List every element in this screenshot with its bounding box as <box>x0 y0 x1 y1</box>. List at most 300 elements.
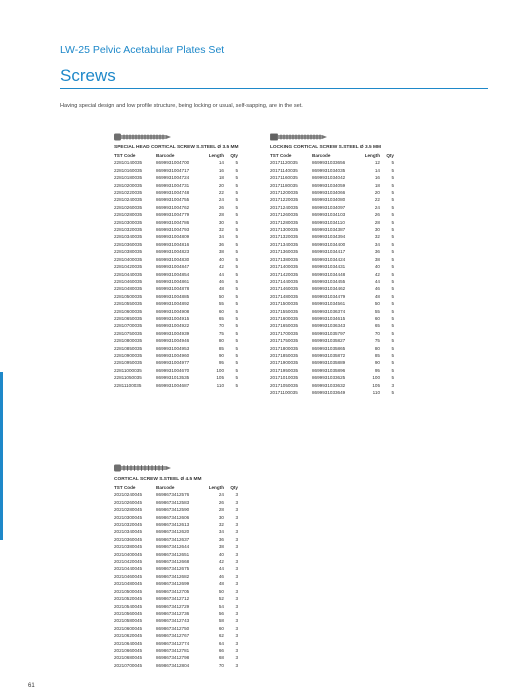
cell-length: 52 <box>218 596 224 602</box>
cell-code: 22810240035 <box>114 197 143 203</box>
cell-code: 22810600035 <box>114 308 143 314</box>
cell-length: 90 <box>218 352 224 358</box>
cell-qty: 3 <box>235 618 238 624</box>
cell-barcode: 8698673412682 <box>156 573 190 579</box>
table-row <box>270 196 396 203</box>
cell-qty: 3 <box>235 610 238 616</box>
cell-barcode: 8699931004731 <box>156 182 190 188</box>
table-row <box>114 300 240 307</box>
cell-code: 20171500035 <box>270 301 299 307</box>
cell-code: 22810400035 <box>114 256 143 262</box>
cell-code: 20171160035 <box>270 175 298 181</box>
cell-length: 30 <box>218 219 224 225</box>
cell-length: 36 <box>374 249 380 255</box>
cell-length: 30 <box>218 514 224 520</box>
table-row <box>270 308 396 315</box>
left-accent-bar <box>0 372 3 540</box>
cell-length: 46 <box>218 573 224 579</box>
cell-code: 20210280045 <box>114 507 143 513</box>
table-row <box>114 565 240 572</box>
cell-code: 20171420035 <box>270 271 299 277</box>
cell-qty: 5 <box>391 197 394 203</box>
cell-barcode: 8698673412781 <box>156 647 190 653</box>
cell-barcode: 8699931034448 <box>312 271 346 277</box>
cell-code: 22811100035 <box>114 382 142 388</box>
cell-code: 20171460035 <box>270 286 299 292</box>
cell-barcode: 8699931004915 <box>156 315 190 321</box>
cell-length: 28 <box>218 212 224 218</box>
cell-qty: 3 <box>235 566 238 572</box>
cell-length: 60 <box>374 315 380 321</box>
cell-qty: 5 <box>235 293 238 299</box>
cell-barcode: 8699931004779 <box>156 212 190 218</box>
cell-barcode: 8699931034110 <box>312 219 345 225</box>
table-row <box>114 514 240 521</box>
cell-code: 22810160035 <box>114 167 143 173</box>
cell-qty: 5 <box>391 367 394 373</box>
cell-code: 22810900035 <box>114 352 143 358</box>
table-row <box>114 278 240 285</box>
cell-length: 65 <box>218 315 224 321</box>
cell-code: 20171320035 <box>270 234 299 240</box>
table-row <box>270 330 396 337</box>
cell-length: 20 <box>218 182 224 188</box>
table-row <box>114 308 240 315</box>
table-row <box>270 271 396 278</box>
cell-length: 56 <box>218 610 224 616</box>
cell-barcode: 8699931035872 <box>312 352 346 358</box>
cell-barcode: 8699931004892 <box>156 301 190 307</box>
cell-length: 32 <box>218 522 224 528</box>
cell-qty: 5 <box>235 160 238 166</box>
cell-length: 24 <box>374 204 380 210</box>
cell-qty: 5 <box>235 175 238 181</box>
table-row <box>114 617 240 624</box>
cell-barcode: 8698673412590 <box>156 507 190 513</box>
cell-length: 14 <box>374 167 380 173</box>
cell-qty: 5 <box>391 182 394 188</box>
table-row <box>114 536 240 543</box>
cell-qty: 3 <box>235 551 238 557</box>
cell-code: 20171010035 <box>270 375 299 381</box>
cell-code: 22810220035 <box>114 190 143 196</box>
table-row <box>270 167 396 174</box>
cell-code: 22810380035 <box>114 249 143 255</box>
cell-length: 55 <box>374 308 380 314</box>
cell-code: 20210480045 <box>114 581 143 587</box>
table-row <box>270 174 396 181</box>
table-row <box>270 226 396 233</box>
table-row <box>114 293 240 300</box>
table-row <box>114 359 240 366</box>
cell-length: 36 <box>218 536 224 542</box>
cell-code: 20171950035 <box>270 367 299 373</box>
cell-length: 64 <box>218 640 224 646</box>
table-row <box>270 241 396 248</box>
cell-qty: 5 <box>235 352 238 358</box>
table-row <box>270 159 396 166</box>
cell-code: 22810440035 <box>114 271 143 277</box>
cell-length: 40 <box>374 264 380 270</box>
cell-barcode: 8698673412729 <box>156 603 190 609</box>
table-row <box>114 580 240 587</box>
table-row <box>114 337 240 344</box>
cell-length: 65 <box>374 323 380 329</box>
cell-qty: 5 <box>391 167 394 173</box>
cell-code: 20210460045 <box>114 573 143 579</box>
table-row <box>114 174 240 181</box>
cell-qty: 3 <box>235 588 238 594</box>
cell-length: 16 <box>218 167 224 173</box>
cell-code: 22810800035 <box>114 338 143 344</box>
cell-code: 20171900035 <box>270 360 299 366</box>
cell-barcode: 8699931034042 <box>312 175 346 181</box>
table-row <box>114 352 240 359</box>
cell-code: 20210300045 <box>114 514 143 520</box>
table-row <box>114 182 240 189</box>
cell-length: 24 <box>218 197 224 203</box>
cell-length: 70 <box>218 662 224 668</box>
cell-length: 26 <box>374 212 380 218</box>
cell-code: 20210640045 <box>114 640 143 646</box>
cell-barcode: 8698673412651 <box>156 551 190 557</box>
table-title: LOCKING CORTICAL SCREW S.STEEL Ø 3.5 MM <box>270 145 381 150</box>
table-row <box>270 293 396 300</box>
cell-barcode: 8699931034080 <box>312 197 346 203</box>
cell-length: 55 <box>218 301 224 307</box>
cell-barcode: 8699931034431 <box>312 264 346 270</box>
cell-code: 20210240045 <box>114 492 143 498</box>
table-row <box>270 374 396 381</box>
cell-barcode: 8698673412644 <box>156 544 190 550</box>
cell-code: 20171700035 <box>270 330 299 336</box>
cell-qty: 5 <box>391 204 394 210</box>
cell-qty: 3 <box>235 507 238 513</box>
column-header-code: TST Code <box>114 153 136 158</box>
cell-barcode: 8699931004793 <box>156 227 190 233</box>
cell-barcode: 8699931033625 <box>312 375 346 381</box>
table-row <box>114 662 240 669</box>
cell-length: 40 <box>218 551 224 557</box>
cell-barcode: 8699931034424 <box>312 256 346 262</box>
cell-barcode: 8698673412705 <box>156 588 190 594</box>
cell-qty: 5 <box>391 264 394 270</box>
table-row <box>114 528 240 535</box>
cell-length: 48 <box>374 293 380 299</box>
column-header-qty: Qty <box>230 153 238 158</box>
cell-qty: 5 <box>235 338 238 344</box>
cell-length: 14 <box>218 160 224 166</box>
cell-qty: 5 <box>235 315 238 321</box>
cell-barcode: 8699931034615 <box>312 315 346 321</box>
cell-length: 70 <box>374 330 380 336</box>
cell-qty: 5 <box>235 241 238 247</box>
cell-code: 20171340035 <box>270 241 299 247</box>
cell-barcode: 8699931004939 <box>156 330 190 336</box>
cell-qty: 3 <box>235 499 238 505</box>
cell-length: 38 <box>218 249 224 255</box>
cell-length: 105 <box>372 382 380 388</box>
cell-code: 22810700035 <box>114 323 143 329</box>
cell-length: 40 <box>218 256 224 262</box>
cell-qty: 5 <box>391 390 394 395</box>
cell-length: 44 <box>374 278 380 284</box>
column-header-barcode: Barcode <box>156 153 175 158</box>
table-row <box>270 367 396 374</box>
cell-barcode: 8698673412699 <box>156 581 190 587</box>
table-row <box>114 625 240 632</box>
cell-barcode: 8699931034097 <box>312 204 346 210</box>
cell-qty: 5 <box>391 271 394 277</box>
column-header-barcode: Barcode <box>156 485 175 490</box>
cell-barcode: 8699931004847 <box>156 264 190 270</box>
cell-barcode: 8699931034394 <box>312 234 346 240</box>
table-row <box>114 499 240 506</box>
table-row <box>114 233 240 240</box>
cell-code: 20171200035 <box>270 190 299 196</box>
cell-length: 36 <box>218 241 224 247</box>
cell-qty: 5 <box>235 264 238 270</box>
cell-code: 20171050035 <box>270 382 299 388</box>
cell-qty: 5 <box>235 197 238 203</box>
cell-barcode: 8699931004786 <box>156 219 190 225</box>
cell-barcode: 8699931004670 <box>156 367 190 373</box>
cell-qty: 3 <box>235 662 238 668</box>
cell-qty: 3 <box>235 603 238 609</box>
screw-illustration-locking <box>270 133 328 141</box>
cell-length: 26 <box>218 499 224 505</box>
table-row <box>114 167 240 174</box>
cell-barcode: 8699931034561 <box>312 301 346 307</box>
cell-code: 20210660045 <box>114 647 143 653</box>
cell-code: 20210600045 <box>114 625 143 631</box>
cell-length: 22 <box>218 190 224 196</box>
cell-barcode: 8699931035797 <box>312 330 346 336</box>
cell-length: 44 <box>218 271 224 277</box>
cell-code: 22810180035 <box>114 175 143 181</box>
cell-code: 22810850035 <box>114 345 143 351</box>
cell-length: 32 <box>218 227 224 233</box>
cell-qty: 3 <box>235 529 238 535</box>
cell-barcode: 8698673412675 <box>156 566 190 572</box>
cell-qty: 3 <box>235 559 238 565</box>
table-row <box>270 315 396 322</box>
cell-code: 20210400045 <box>114 551 143 557</box>
cell-qty: 5 <box>235 190 238 196</box>
cell-code: 22810360035 <box>114 241 143 247</box>
cell-length: 50 <box>374 301 380 307</box>
cell-qty: 5 <box>235 286 238 292</box>
table-title: SPECIAL HEAD CORTICAL SCREW S.STEEL Ø 3.5 MM <box>114 145 239 150</box>
table-row <box>114 271 240 278</box>
table-row <box>114 263 240 270</box>
cell-barcode: 8699931036374 <box>312 308 346 314</box>
table-row <box>270 359 396 366</box>
cell-qty: 5 <box>391 301 394 307</box>
cell-barcode: 8699931036343 <box>312 323 346 329</box>
table-row <box>114 558 240 565</box>
cell-length: 100 <box>216 367 224 373</box>
cell-barcode: 8699931035889 <box>312 360 346 366</box>
title-rule <box>60 88 488 89</box>
cell-qty: 5 <box>391 293 394 299</box>
table-row <box>270 182 396 189</box>
cell-length: 38 <box>218 544 224 550</box>
cell-barcode: 8698673412736 <box>156 610 190 616</box>
cell-barcode: 8699931035827 <box>312 338 346 344</box>
cell-code: 20171240035 <box>270 204 299 210</box>
table-row <box>114 248 240 255</box>
cell-code: 20210260045 <box>114 499 143 505</box>
cell-barcode: 8698673412767 <box>156 633 190 639</box>
cell-length: 20 <box>374 190 380 196</box>
cell-length: 85 <box>218 345 224 351</box>
cell-qty: 5 <box>235 330 238 336</box>
cell-qty: 3 <box>235 522 238 528</box>
cell-code: 22811000035 <box>114 367 142 373</box>
cell-code: 20171650035 <box>270 323 299 329</box>
cell-barcode: 8698673412804 <box>156 662 190 668</box>
table-row <box>114 219 240 226</box>
cell-length: 70 <box>218 323 224 329</box>
intro-text: Having special design and low profile structure, being locking or usual, self-sapping, are in the set. <box>60 103 303 109</box>
cell-qty: 3 <box>235 625 238 631</box>
screw-illustration-cortical <box>114 464 172 472</box>
cell-qty: 3 <box>235 596 238 602</box>
table-row <box>114 603 240 610</box>
cell-code: 22811050035 <box>114 375 142 381</box>
table-row <box>114 367 240 374</box>
cell-qty: 5 <box>235 345 238 351</box>
cell-qty: 5 <box>235 278 238 284</box>
cell-barcode: 8699931035865 <box>312 345 346 351</box>
cell-code: 22810750035 <box>114 330 143 336</box>
cell-barcode: 8699931034400 <box>312 241 346 247</box>
cell-code: 22810260035 <box>114 204 143 210</box>
table-row <box>114 573 240 580</box>
cell-barcode: 8698673412613 <box>156 522 190 528</box>
cell-code: 20210380045 <box>114 544 143 550</box>
cell-code: 22810480035 <box>114 286 143 292</box>
cell-barcode: 8699931004861 <box>156 278 190 284</box>
cell-qty: 5 <box>235 182 238 188</box>
cell-barcode: 8699931034066 <box>312 190 346 196</box>
table-row <box>114 610 240 617</box>
table-row <box>270 278 396 285</box>
table-row <box>270 300 396 307</box>
cell-length: 100 <box>372 375 380 381</box>
column-header-qty: Qty <box>386 153 394 158</box>
cell-qty: 5 <box>235 249 238 255</box>
cell-qty: 3 <box>235 544 238 550</box>
table-row <box>114 226 240 233</box>
cell-qty: 5 <box>235 167 238 173</box>
cell-barcode: 8699931035896 <box>312 367 346 373</box>
cell-barcode: 8698673412798 <box>156 655 190 661</box>
cell-barcode: 8699931034417 <box>312 249 346 255</box>
cell-qty: 3 <box>235 581 238 587</box>
table-row <box>114 204 240 211</box>
table-row <box>114 345 240 352</box>
cell-code: 20171140035 <box>270 167 298 173</box>
cell-length: 28 <box>374 219 380 225</box>
cell-length: 50 <box>218 588 224 594</box>
column-header-qty: Qty <box>230 485 238 490</box>
cell-barcode: 8699931033656 <box>312 160 346 166</box>
cell-qty: 5 <box>235 323 238 329</box>
table-row <box>270 248 396 255</box>
cell-barcode: 8699931004816 <box>156 241 190 247</box>
cell-qty: 3 <box>235 573 238 579</box>
table-row <box>270 219 396 226</box>
table-row <box>270 256 396 263</box>
cell-qty: 5 <box>235 382 238 388</box>
table-row <box>114 322 240 329</box>
cell-qty: 5 <box>391 278 394 284</box>
cell-length: 26 <box>218 204 224 210</box>
column-header-length: Length <box>208 153 224 158</box>
cell-qty: 5 <box>235 227 238 233</box>
cell-barcode: 8699931004724 <box>156 175 190 181</box>
cell-length: 16 <box>374 175 380 181</box>
table-row <box>114 330 240 337</box>
cell-barcode: 8698673412712 <box>156 596 190 602</box>
cell-barcode: 8698673412774 <box>156 640 190 646</box>
table-row <box>114 588 240 595</box>
table-locking-cortical-screw <box>270 145 396 396</box>
table-row <box>114 241 240 248</box>
cell-barcode: 8698673412576 <box>156 492 190 498</box>
table-row <box>270 189 396 196</box>
table-row <box>270 211 396 218</box>
cell-qty: 5 <box>235 367 238 373</box>
cell-code: 22810300035 <box>114 219 143 225</box>
cell-code: 22810500035 <box>114 293 143 299</box>
cell-barcode: 8699931004946 <box>156 338 190 344</box>
table-row <box>270 285 396 292</box>
cell-length: 80 <box>218 338 224 344</box>
set-title: LW-25 Pelvic Acetabular Plates Set <box>60 44 225 56</box>
table-row <box>114 211 240 218</box>
cell-barcode: 8698673412743 <box>156 618 190 624</box>
cell-barcode: 8699931004960 <box>156 352 190 358</box>
cell-code: 20171120035 <box>270 160 298 166</box>
cell-qty: 5 <box>391 190 394 196</box>
cell-qty: 3 <box>235 655 238 661</box>
cell-length: 62 <box>218 633 224 639</box>
cell-length: 42 <box>218 559 224 565</box>
cell-length: 60 <box>218 625 224 631</box>
cell-code: 22810320035 <box>114 227 143 233</box>
cell-qty: 3 <box>235 514 238 520</box>
table-row <box>114 256 240 263</box>
table-row <box>270 322 396 329</box>
cell-code: 20171600035 <box>270 315 299 321</box>
table-row <box>114 159 240 166</box>
cell-code: 20171180035 <box>270 182 298 188</box>
cell-length: 48 <box>218 581 224 587</box>
cell-barcode: 8699931004700 <box>156 160 190 166</box>
cell-code: 20171850035 <box>270 352 299 358</box>
cell-length: 24 <box>218 492 224 498</box>
cell-barcode: 8699931034455 <box>312 278 346 284</box>
cell-length: 75 <box>374 338 380 344</box>
cell-barcode: 8698673412668 <box>156 559 190 565</box>
cell-qty: 5 <box>391 227 394 233</box>
cell-code: 20171260035 <box>270 212 299 218</box>
cell-barcode: 8698673412620 <box>156 529 190 535</box>
cell-qty: 5 <box>391 234 394 240</box>
